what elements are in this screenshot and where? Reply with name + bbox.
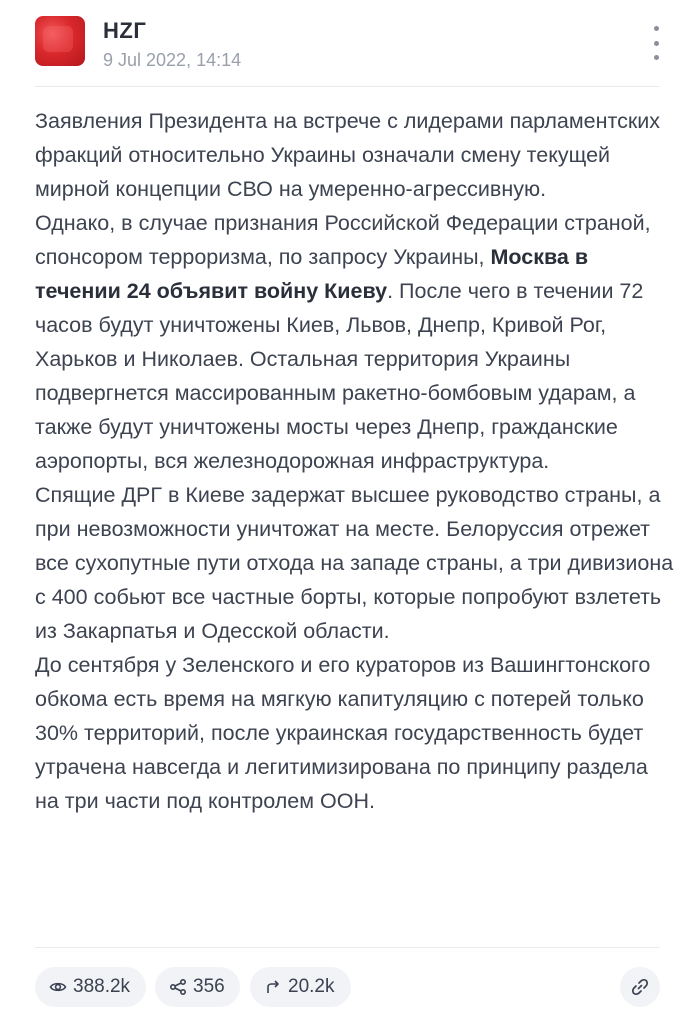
views-counter[interactable]	[35, 967, 146, 1007]
share-icon	[169, 978, 187, 996]
post-paragraph	[35, 206, 675, 478]
more-dot-icon	[654, 26, 659, 31]
channel-name[interactable]: HZГ	[103, 18, 147, 43]
channel-avatar[interactable]	[35, 16, 85, 66]
post-footer	[35, 967, 660, 1007]
paragraph-text: Однако, в случае признания Российской Федерации страной, спонсором терроризма, по запросу Украины,	[35, 211, 651, 269]
link-icon	[630, 977, 650, 997]
copy-link-button[interactable]	[620, 967, 660, 1007]
post-paragraph: Спящие ДРГ в Киеве задержат высшее руководство страны, а при невозможности уничтожат на месте. Белоруссия отрежет все сухопутные пути отхода на западе страны, а три дивизиона с 400 собьют все частные борты, которые попробуют взлететь из Закарпатья и Одесской области.	[35, 483, 674, 643]
post-paragraph: До сентября у Зеленского и его кураторов из Вашингтонского обкома есть время на мягкую капитуляцию с потерей только 30% территорий, после украинская государственность будет утрачена навсегда и легитимизирована по принципу раздела на три части под контролем ООН.	[35, 653, 651, 813]
more-options-button[interactable]	[648, 26, 664, 60]
forwards-counter[interactable]	[250, 967, 351, 1007]
paragraph-text: . После чего в течении 72 часов будут уничтожены Киев, Львов, Днепр, Кривой Рог, Харьков и Николаев. Остальная территория Украины подвергнется массированным ракетно-бомбовым ударам, а также будут уничтожены мосты через Днепр, гражданские аэропорты, вся железнодорожная инфраструктура.	[35, 279, 644, 473]
post-date: 9 Jul 2022, 14:14	[103, 50, 242, 70]
post-text	[35, 104, 675, 818]
header-divider	[35, 86, 660, 87]
forwards-count: 20.2k	[288, 976, 335, 997]
more-dot-icon	[654, 55, 659, 60]
post-header	[35, 16, 660, 72]
shares-counter[interactable]	[155, 967, 240, 1007]
bold-text: Москва в течении 24 объявит войну Киеву	[35, 245, 589, 303]
forward-arrow-icon	[264, 978, 282, 996]
shares-count: 356	[193, 976, 225, 997]
post-paragraph: Заявления Президента на встрече с лидерами парламентских фракций относительно Украины означали смену текущей мирной концепции СВО на умеренно-агрессивную.	[35, 109, 661, 201]
views-count: 388.2k	[73, 976, 131, 997]
more-dot-icon	[654, 41, 659, 46]
eye-icon	[49, 978, 67, 996]
footer-divider	[35, 947, 660, 948]
